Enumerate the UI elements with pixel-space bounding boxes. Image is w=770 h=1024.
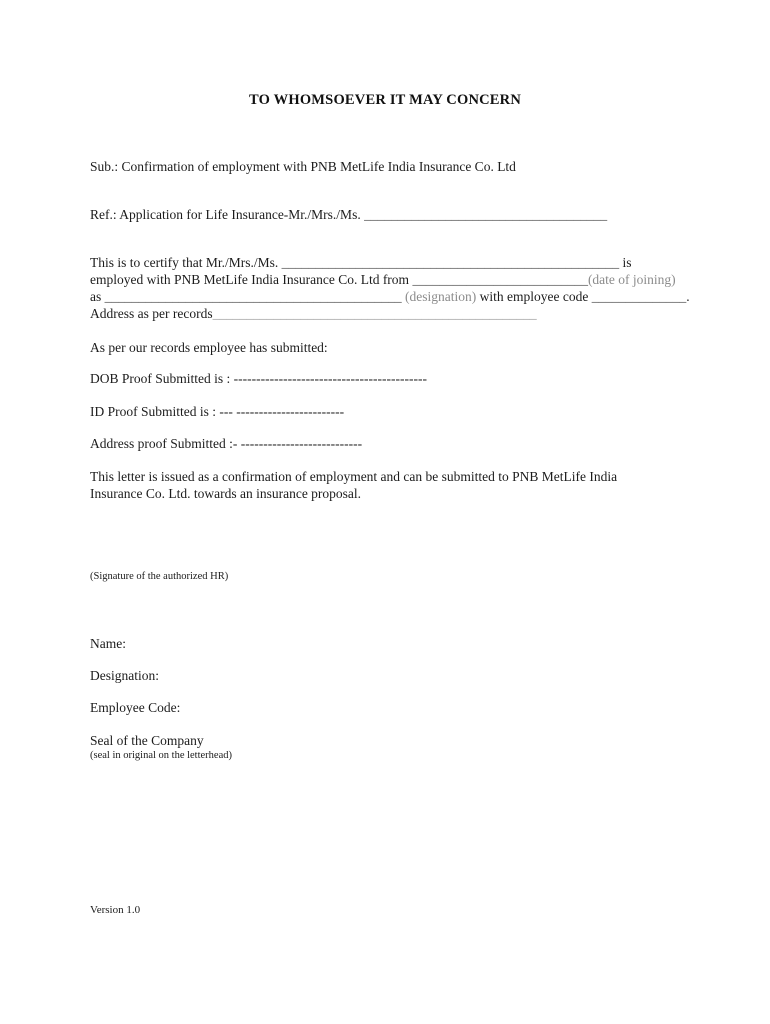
certify-line3-mid: with employee code — [476, 289, 592, 304]
address-blank-field: ________________________________________________ — [212, 306, 537, 321]
address-proof-line: Address proof Submitted :- --------------------------- — [90, 436, 363, 451]
reference-blank-field: ____________________________________ — [364, 207, 608, 222]
closing-paragraph — [90, 469, 617, 502]
certify-line3-text: as — [90, 289, 105, 304]
designation-note: (designation) — [405, 289, 477, 304]
records-intro-line: As per our records employee has submitted: — [90, 340, 328, 355]
reference-line — [90, 207, 607, 223]
signature-note: (Signature of the authorized HR) — [90, 571, 229, 582]
subject-line: Sub.: Confirmation of employment with PNB MetLife India Insurance Co. Ltd — [90, 159, 516, 174]
address-records-label: Address as per records — [90, 306, 213, 321]
certify-line-2 — [90, 271, 690, 288]
certify-line1-suffix: is — [619, 255, 632, 270]
letter-title: TO WHOMSOEVER IT MAY CONCERN — [248, 92, 522, 108]
employee-code-blank-field: ______________ — [591, 289, 687, 304]
name-label: Name: — [90, 636, 126, 651]
certify-line-3 — [90, 288, 690, 305]
id-proof-line: ID Proof Submitted is : --- ------------------------ — [90, 404, 345, 419]
date-of-joining-note: (date of joining) — [587, 272, 676, 287]
designation-blank-field: ____________________________________________ — [104, 289, 402, 304]
employee-code-label: Employee Code: — [90, 700, 181, 715]
certify-line-4 — [90, 305, 690, 322]
closing-line-1: This letter is issued as a confirmation of employment and can be submitted to PNB MetLife India — [90, 469, 618, 484]
reference-label: Ref.: Application for Life Insurance-Mr./Mrs./Ms. — [90, 207, 365, 222]
certify-line1-text: This is to certify that Mr./Mrs./Ms. — [90, 255, 282, 270]
version-label: Version 1.0 — [90, 904, 141, 916]
date-of-joining-blank-field: __________________________ — [412, 272, 588, 287]
dob-proof-line: DOB Proof Submitted is : ------------------------------------------- — [90, 371, 427, 386]
closing-line-2: Insurance Co. Ltd. towards an insurance proposal. — [90, 485, 362, 501]
designation-label: Designation: — [90, 668, 159, 683]
company-seal-label: Seal of the Company — [90, 733, 204, 748]
seal-note: (seal in original on the letterhead) — [90, 750, 232, 761]
employee-name-blank-field: __________________________________________________ — [281, 255, 620, 270]
certify-line-1 — [90, 254, 690, 271]
certify-line2-text: employed with PNB MetLife India Insurance Co. Ltd from — [90, 272, 413, 287]
certification-paragraph — [90, 254, 690, 322]
certify-line3-period: . — [686, 289, 690, 304]
